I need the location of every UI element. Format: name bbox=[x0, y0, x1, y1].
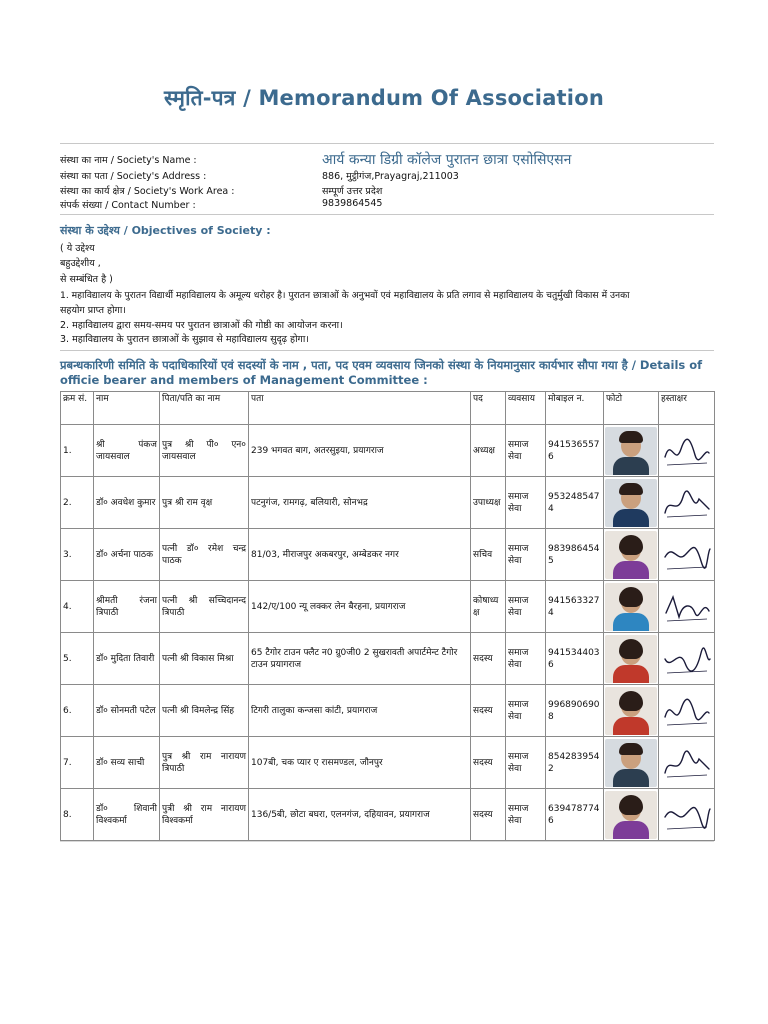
col-header-sno: क्रम सं. bbox=[61, 392, 94, 425]
portrait-hair bbox=[619, 795, 643, 815]
male-portrait-photo bbox=[605, 739, 657, 787]
portrait-body bbox=[613, 665, 649, 683]
management-heading: प्रबन्धकारिणी समिति के पदाधिकारियों एवं सदस्यों के नाम , पता, पद एवम व्यवसाय जिनको संस्था के नियमानुसार कार्यभार सौपा गया है / Details of officie bearer and members of Management Committee : bbox=[60, 358, 703, 387]
portrait-body bbox=[613, 613, 649, 631]
divider bbox=[60, 143, 714, 144]
cell-occupation: समाज सेवा bbox=[506, 789, 546, 841]
cell-signature bbox=[659, 789, 715, 841]
handwritten-signature bbox=[661, 531, 713, 579]
cell-mobile: 9415365576 bbox=[546, 425, 604, 477]
cell-signature bbox=[659, 529, 715, 581]
cell-sno: 3. bbox=[61, 529, 94, 581]
cell-name: श्री पंकज जायसवाल bbox=[94, 425, 160, 477]
cell-sno: 1. bbox=[61, 425, 94, 477]
cell-name: डॉ० अर्चना पाठक bbox=[94, 529, 160, 581]
cell-relation: पत्नी डॉ० रमेश चन्द्र पाठक bbox=[160, 529, 249, 581]
cell-name: डॉ० सव्य साची bbox=[94, 737, 160, 789]
cell-mobile: 9968906908 bbox=[546, 685, 604, 737]
col-header-mobile: मोबाइल न. bbox=[546, 392, 604, 425]
cell-mobile: 6394787746 bbox=[546, 789, 604, 841]
cell-address: 142/ए/100 न्यू लक्कर लेन बैरहना, प्रयागराज bbox=[249, 581, 471, 633]
cell-photo bbox=[604, 685, 659, 737]
portrait-body bbox=[613, 509, 649, 527]
objective-line: 1. महाविद्यालय के पुरातन विद्यार्थी महाविद्यालय के अमूल्य धरोहर है। पुरातन छात्राओं के अनुभवों एवं महाविद्यालय के प्रति लगाव से महाविद्यालय के चतुर्मुखी विकास में उनका bbox=[60, 290, 630, 301]
cell-signature bbox=[659, 633, 715, 685]
handwritten-signature bbox=[661, 427, 713, 475]
cell-name: श्रीमती रंजना त्रिपाठी bbox=[94, 581, 160, 633]
signature-icon bbox=[661, 739, 713, 787]
portrait-hair bbox=[619, 587, 643, 607]
handwritten-signature bbox=[661, 635, 713, 683]
cell-address: 239 भगवत बाग, अतरसुइया, प्रयागराज bbox=[249, 425, 471, 477]
table-row bbox=[61, 477, 715, 529]
table-row bbox=[61, 633, 715, 685]
cell-mobile: 9839864545 bbox=[546, 529, 604, 581]
cell-photo bbox=[604, 581, 659, 633]
cell-address: टिगरी तालुका कन्जसा कांटी, प्रयागराज bbox=[249, 685, 471, 737]
cell-relation: पुत्र श्री पी० एन० जायसवाल bbox=[160, 425, 249, 477]
cell-mobile: 9415344036 bbox=[546, 633, 604, 685]
table-row bbox=[61, 737, 715, 789]
cell-occupation: समाज सेवा bbox=[506, 529, 546, 581]
handwritten-signature bbox=[661, 739, 713, 787]
col-header-signature: हस्ताक्षर bbox=[659, 392, 715, 425]
signature-icon bbox=[661, 427, 713, 475]
female-portrait-photo bbox=[605, 791, 657, 839]
cell-sno: 7. bbox=[61, 737, 94, 789]
objective-line: बहुउद्देशीय , bbox=[60, 258, 101, 269]
cell-photo bbox=[604, 633, 659, 685]
cell-signature bbox=[659, 425, 715, 477]
cell-address: 107बी, चक प्यार ए रासमण्डल, जौनपुर bbox=[249, 737, 471, 789]
handwritten-signature bbox=[661, 479, 713, 527]
portrait-hair bbox=[619, 483, 643, 495]
cell-occupation: समाज सेवा bbox=[506, 581, 546, 633]
objective-line: ( ये उद्देश्य bbox=[60, 243, 95, 254]
cell-post: सचिव bbox=[471, 529, 506, 581]
objectives-heading: संस्था के उद्देश्य / Objectives of Society : bbox=[60, 224, 271, 237]
handwritten-signature bbox=[661, 583, 713, 631]
society-name-value: आर्य कन्या डिग्री कॉलेज पुरातन छात्रा एसोसिएसन bbox=[322, 152, 572, 168]
cell-relation: पत्नी श्री विमलेन्द्र सिंह bbox=[160, 685, 249, 737]
cell-photo bbox=[604, 425, 659, 477]
table-header-row bbox=[61, 392, 715, 425]
handwritten-signature bbox=[661, 687, 713, 735]
portrait-body bbox=[613, 717, 649, 735]
cell-post: सदस्य bbox=[471, 789, 506, 841]
cell-occupation: समाज सेवा bbox=[506, 425, 546, 477]
divider bbox=[60, 841, 714, 842]
cell-signature bbox=[659, 477, 715, 529]
cell-relation: पुत्री श्री राम नारायण विश्वकर्मा bbox=[160, 789, 249, 841]
divider bbox=[60, 214, 714, 215]
cell-photo bbox=[604, 529, 659, 581]
handwritten-signature bbox=[661, 791, 713, 839]
society-work-area-value: सम्पूर्ण उत्तर प्रदेश bbox=[322, 186, 383, 197]
page-title: स्मृति-पत्र / Memorandum Of Association bbox=[164, 86, 604, 110]
society-address-value: 886, मुट्ठीगंज,Prayagraj,211003 bbox=[322, 171, 459, 182]
portrait-hair bbox=[619, 535, 643, 555]
divider bbox=[60, 350, 714, 351]
portrait-hair bbox=[619, 743, 643, 755]
cell-post: अध्यक्ष bbox=[471, 425, 506, 477]
signature-icon bbox=[661, 635, 713, 683]
portrait-hair bbox=[619, 431, 643, 443]
portrait-hair bbox=[619, 691, 643, 711]
female-portrait-photo bbox=[605, 531, 657, 579]
cell-name: डॉ० अवधेश कुमार bbox=[94, 477, 160, 529]
signature-icon bbox=[661, 687, 713, 735]
col-header-relation: पिता/पति का नाम bbox=[160, 392, 249, 425]
cell-relation: पुत्र श्री राम वृक्ष bbox=[160, 477, 249, 529]
cell-address: 65 टैगोर टाउन फ्लैट न0 ग्रु0जी0 2 सुखरावती अपार्टमेन्ट टैगोर टाउन प्रयागराज bbox=[249, 633, 471, 685]
cell-post: सदस्य bbox=[471, 685, 506, 737]
cell-post: उपाध्यक्ष bbox=[471, 477, 506, 529]
cell-address: 81/03, मीराजपुर अकबरपुर, अम्बेडकर नगर bbox=[249, 529, 471, 581]
cell-post: सदस्य bbox=[471, 737, 506, 789]
cell-mobile: 9415633274 bbox=[546, 581, 604, 633]
objective-line: से सम्बंधित है ) bbox=[60, 274, 113, 285]
cell-address: 136/5बी, छोटा बघरा, एलनगंज, दहियावन, प्रयागराज bbox=[249, 789, 471, 841]
cell-occupation: समाज सेवा bbox=[506, 737, 546, 789]
cell-photo bbox=[604, 477, 659, 529]
cell-occupation: समाज सेवा bbox=[506, 633, 546, 685]
contact-number-label: संपर्क संख्या / Contact Number : bbox=[60, 200, 196, 211]
col-header-address: पता bbox=[249, 392, 471, 425]
objective-line: 2. महाविद्यालय द्वारा समय-समय पर पुरातन छात्राओं की गोष्ठी का आयोजन करना। bbox=[60, 320, 343, 331]
cell-name: डॉ० शिवानी विश्वकर्मा bbox=[94, 789, 160, 841]
col-header-occupation: व्यवसाय bbox=[506, 392, 546, 425]
col-header-post: पद bbox=[471, 392, 506, 425]
cell-occupation: समाज सेवा bbox=[506, 685, 546, 737]
cell-sno: 5. bbox=[61, 633, 94, 685]
cell-photo bbox=[604, 737, 659, 789]
cell-mobile: 8542839542 bbox=[546, 737, 604, 789]
male-portrait-photo bbox=[605, 479, 657, 527]
cell-post: सदस्य bbox=[471, 633, 506, 685]
table-row bbox=[61, 789, 715, 841]
cell-photo bbox=[604, 789, 659, 841]
cell-relation: पत्नी श्री सच्चिदानन्द त्रिपाठी bbox=[160, 581, 249, 633]
cell-address: पटनुगंज, रामगढ़, बलियारी, सोनभद्र bbox=[249, 477, 471, 529]
female-portrait-photo bbox=[605, 583, 657, 631]
portrait-body bbox=[613, 561, 649, 579]
cell-occupation: समाज सेवा bbox=[506, 477, 546, 529]
members-table bbox=[60, 391, 715, 841]
col-header-name: नाम bbox=[94, 392, 160, 425]
signature-icon bbox=[661, 531, 713, 579]
signature-icon bbox=[661, 791, 713, 839]
cell-relation: पत्नी श्री विकास मिश्रा bbox=[160, 633, 249, 685]
cell-post: कोषाध्यक्ष bbox=[471, 581, 506, 633]
society-work-area-label: संस्था का कार्य क्षेत्र / Society's Work Area : bbox=[60, 186, 235, 197]
cell-signature bbox=[659, 581, 715, 633]
portrait-body bbox=[613, 457, 649, 475]
table-row bbox=[61, 529, 715, 581]
society-name-label: संस्था का नाम / Society's Name : bbox=[60, 155, 197, 166]
portrait-hair bbox=[619, 639, 643, 659]
cell-sno: 4. bbox=[61, 581, 94, 633]
signature-icon bbox=[661, 583, 713, 631]
table-row bbox=[61, 425, 715, 477]
cell-sno: 2. bbox=[61, 477, 94, 529]
cell-sno: 8. bbox=[61, 789, 94, 841]
cell-sno: 6. bbox=[61, 685, 94, 737]
table-row bbox=[61, 581, 715, 633]
table-row bbox=[61, 685, 715, 737]
signature-icon bbox=[661, 479, 713, 527]
cell-signature bbox=[659, 737, 715, 789]
portrait-body bbox=[613, 821, 649, 839]
cell-signature bbox=[659, 685, 715, 737]
col-header-photo: फोटो bbox=[604, 392, 659, 425]
male-portrait-photo bbox=[605, 427, 657, 475]
cell-name: डॉ० मुदिता तिवारी bbox=[94, 633, 160, 685]
portrait-body bbox=[613, 769, 649, 787]
society-address-label: संस्था का पता / Society's Address : bbox=[60, 171, 207, 182]
contact-number-value: 9839864545 bbox=[322, 198, 383, 209]
female-portrait-photo bbox=[605, 687, 657, 735]
female-portrait-photo bbox=[605, 635, 657, 683]
objective-line: 3. महाविद्यालय के पुरातन छात्राओं के सुझाव से महाविद्यालय सुदृढ़ होगा। bbox=[60, 334, 309, 345]
cell-name: डॉ० सोनमती पटेल bbox=[94, 685, 160, 737]
cell-relation: पुत्र श्री राम नारायण त्रिपाठी bbox=[160, 737, 249, 789]
cell-mobile: 9532485474 bbox=[546, 477, 604, 529]
objective-line: सहयोग प्राप्त होगा। bbox=[60, 305, 126, 316]
